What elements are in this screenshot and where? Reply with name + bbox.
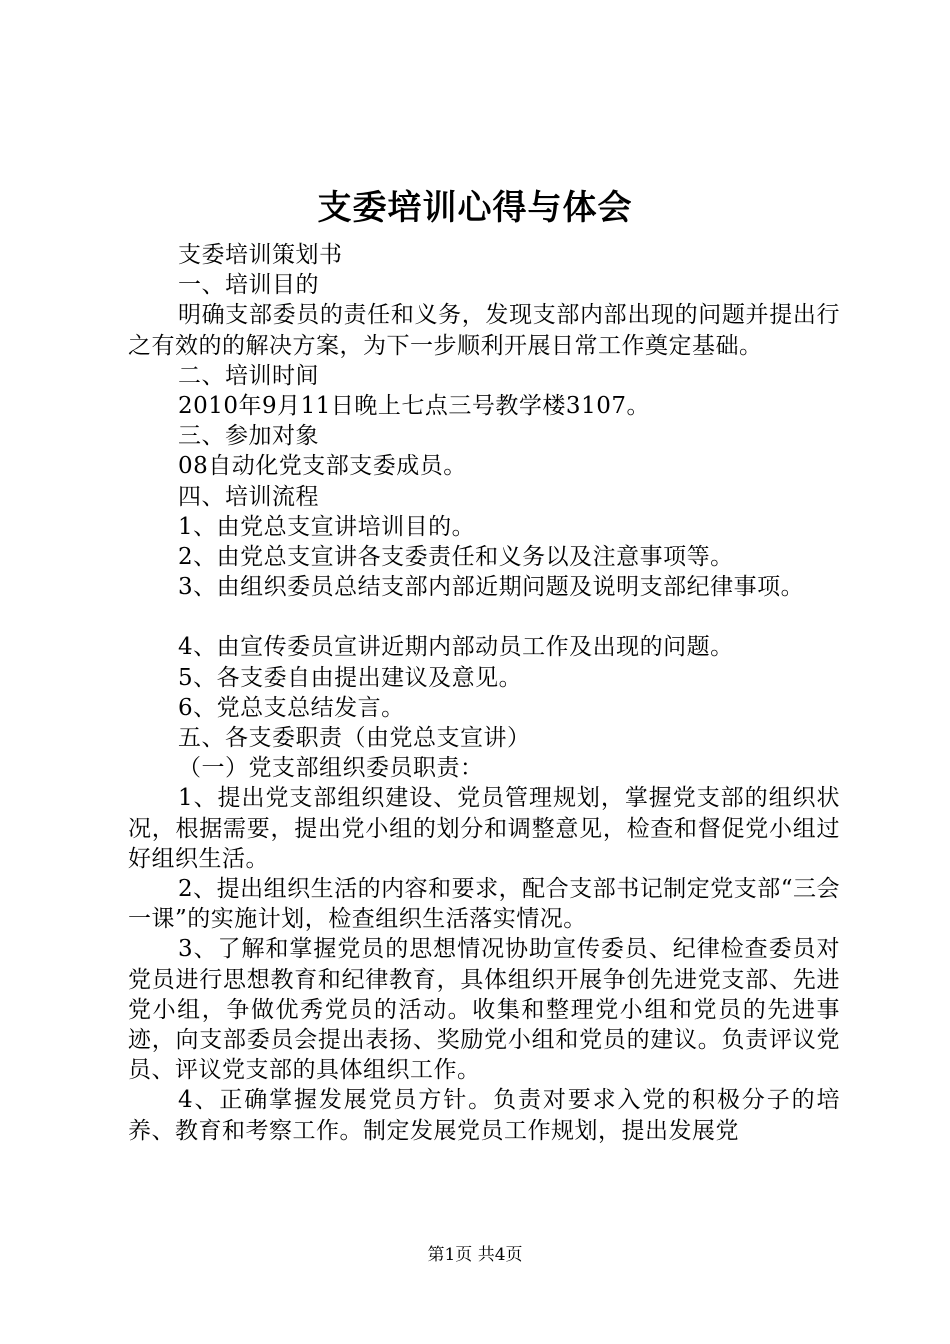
- paragraph-participants: 08自动化党支部支委成员。: [178, 453, 467, 480]
- paragraph-time: 2010年9月11日晚上七点三号教学楼3107。: [178, 393, 650, 420]
- paragraph-plan-heading: 支委培训策划书: [178, 242, 343, 268]
- process-item-6: 6、党总支总结发言。: [178, 694, 405, 721]
- section-heading-purpose: 一、培训目的: [178, 272, 319, 299]
- duty-item-1: 1、提出党支部组织建设、党员管理规划，掌握党支部的组织状况，根据需要，提出党小组的划分和调整意见，检查和督促党小组过好组织生活。: [128, 785, 840, 872]
- process-item-5: 5、各支委自由提出建议及意见。: [178, 664, 523, 691]
- section-heading-process: 四、培训流程: [178, 483, 319, 510]
- process-item-2: 2、由党总支宣讲各支委责任和义务以及注意事项等。: [178, 544, 734, 571]
- process-item-1: 1、由党总支宣讲培训目的。: [178, 513, 476, 540]
- document-body: [128, 240, 840, 1146]
- duty-item-3: 3、了解和掌握党员的思想情况协助宣传委员、纪律检查委员对党员进行思想教育和纪律教育，具体组织开展争创先进党支部、先进党小组，争做优秀党员的活动。收集和整理党小组和党员的先进事迹，向支部委员会提出表扬、奖励党小组和党员的建议。负责评议党员、评议党支部的具体组织工作。: [128, 936, 840, 1084]
- section-heading-duties: 五、各支委职责（由党总支宣讲）: [178, 725, 531, 752]
- page-footer: 第1页 共4页: [427, 1245, 523, 1265]
- duty-item-4: 4、正确掌握发展党员方针。负责对要求入党的积极分子的培养、教育和考察工作。制定发展党员工作规划，提出发展党: [128, 1087, 840, 1144]
- section-heading-time: 二、培训时间: [178, 362, 319, 389]
- document-title: 支委培训心得与体会: [317, 188, 633, 228]
- duty-item-2: 2、提出组织生活的内容和要求，配合支部书记制定党支部“三会一课”的实施计划，检查组织生活落实情况。: [128, 876, 840, 933]
- paragraph-purpose: 明确支部委员的责任和义务，发现支部内部出现的问题并提出行之有效的的解决方案，为下一步顺利开展日常工作奠定基础。: [128, 302, 840, 359]
- subsection-heading-organization-duties: （一）党支部组织委员职责：: [178, 755, 484, 782]
- process-item-4: 4、由宣传委员宣讲近期内部动员工作及出现的问题。: [178, 634, 734, 661]
- section-heading-participants: 三、参加对象: [178, 423, 319, 450]
- process-item-3: 3、由组织委员总结支部内部近期问题及说明支部纪律事项。: [178, 574, 805, 601]
